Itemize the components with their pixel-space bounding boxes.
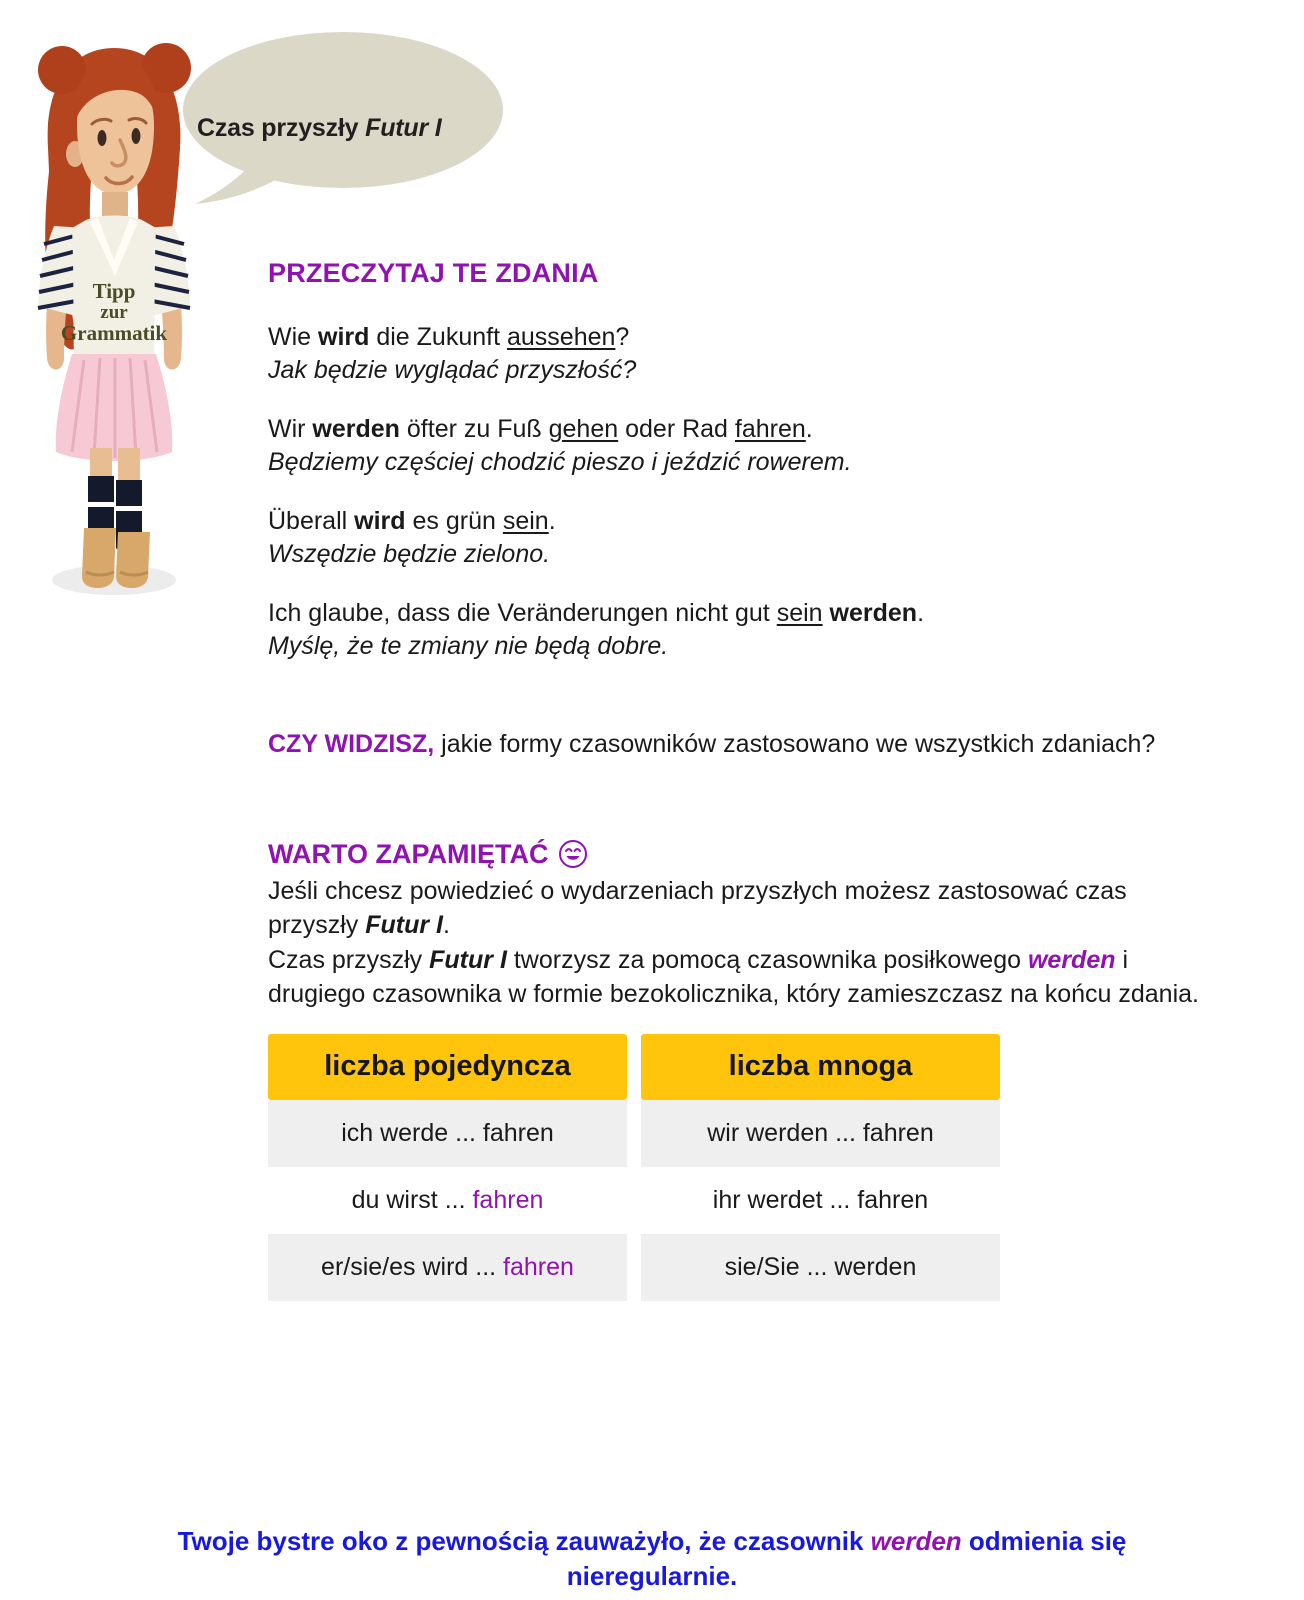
sentence-polish: Myślę, że te zmiany nie będą dobre. <box>268 632 669 660</box>
boot-right <box>116 532 150 588</box>
content-column <box>268 258 1208 1301</box>
table-row: ihr werdet ... fahren <box>641 1167 1000 1234</box>
conjugation-column-singular <box>268 1034 627 1301</box>
worth-remembering-body: Jeśli chcesz powiedzieć o wydarzeniach przyszłych możesz zastosować czas przyszły Futur I. Czas przyszły Futur I tworzysz za pomocą czasownika posiłkowego werden i drugiego czasownika w formie bezokolicznika, który zamieszczasz na końcu zdania. <box>268 876 1199 1008</box>
table-row: er/sie/es wird ... fahren <box>268 1234 627 1301</box>
sentence-german: Wie wird die Zukunft aussehen? <box>268 323 630 351</box>
column-header-singular: liczba pojedyncza <box>268 1034 627 1100</box>
sentence-block <box>268 413 1208 479</box>
footer-note <box>0 1524 1304 1593</box>
footer-note-part2: odmienia się nieregularnie. <box>566 1526 1127 1591</box>
sentence-german: Überall wird es grün sein. <box>268 507 556 535</box>
sentence-german: Wir werden öfter zu Fuß gehen oder Rad fahren. <box>268 415 813 443</box>
eye-left <box>98 130 107 146</box>
shirt-text-line3: Grammatik <box>60 321 168 345</box>
table-row: ich werde ... fahren <box>268 1100 627 1167</box>
speech-bubble <box>175 28 505 208</box>
bubble-text-italic: Futur I <box>365 114 442 142</box>
hair-bun-left <box>38 46 86 94</box>
sentence-polish: Jak będzie wyglądać przyszłość? <box>268 356 637 384</box>
czy-widzisz-lead: CZY WIDZISZ, <box>268 730 435 758</box>
czy-widzisz-rest: jakie formy czasowników zastosowano we wszystkich zdaniach? <box>434 730 1156 758</box>
bubble-text-plain: Czas przyszły <box>197 114 359 142</box>
conjugation-table <box>268 1034 1000 1301</box>
werden-term: werden <box>870 1526 962 1556</box>
boot-left <box>82 528 116 588</box>
sentence-german: Ich glaube, dass die Veränderungen nicht gut sein werden. <box>268 599 925 627</box>
table-row: sie/Sie ... werden <box>641 1234 1000 1301</box>
futur-term: Futur I <box>365 911 443 939</box>
neck <box>102 192 128 216</box>
sentence-polish: Wszędzie będzie zielono. <box>268 540 551 568</box>
werden-term: werden <box>1027 945 1116 974</box>
shirt-text-line2: zur <box>100 302 128 323</box>
conjugation-column-plural <box>641 1034 1000 1301</box>
heading-worth-remembering-text: WARTO ZAPAMIĘTAĆ <box>268 838 549 869</box>
smiling-face-icon <box>558 839 588 869</box>
sentence-polish: Będziemy częściej chodzić pieszo i jeździć rowerem. <box>268 448 852 476</box>
heading-read-sentences: PRZECZYTAJ TE ZDANIA <box>268 258 599 288</box>
speech-bubble-body <box>183 32 503 188</box>
table-row: wir werden ... fahren <box>641 1100 1000 1167</box>
shirt-text-line1: Tipp <box>92 279 136 303</box>
sentence-block <box>268 505 1208 571</box>
sentence-block <box>268 321 1208 387</box>
sentence-block <box>268 597 1208 663</box>
futur-term: Futur I <box>429 945 507 974</box>
footer-note-part1: Twoje bystre oko z pewnością zauważyło, że czasownik <box>177 1526 871 1556</box>
speech-bubble-text <box>197 114 497 143</box>
question-czy-widzisz <box>268 727 1208 763</box>
column-header-plural: liczba mnoga <box>641 1034 1000 1100</box>
heading-worth-remembering <box>268 839 1208 870</box>
table-row: du wirst ... fahren <box>268 1167 627 1234</box>
eye-right <box>132 128 141 144</box>
